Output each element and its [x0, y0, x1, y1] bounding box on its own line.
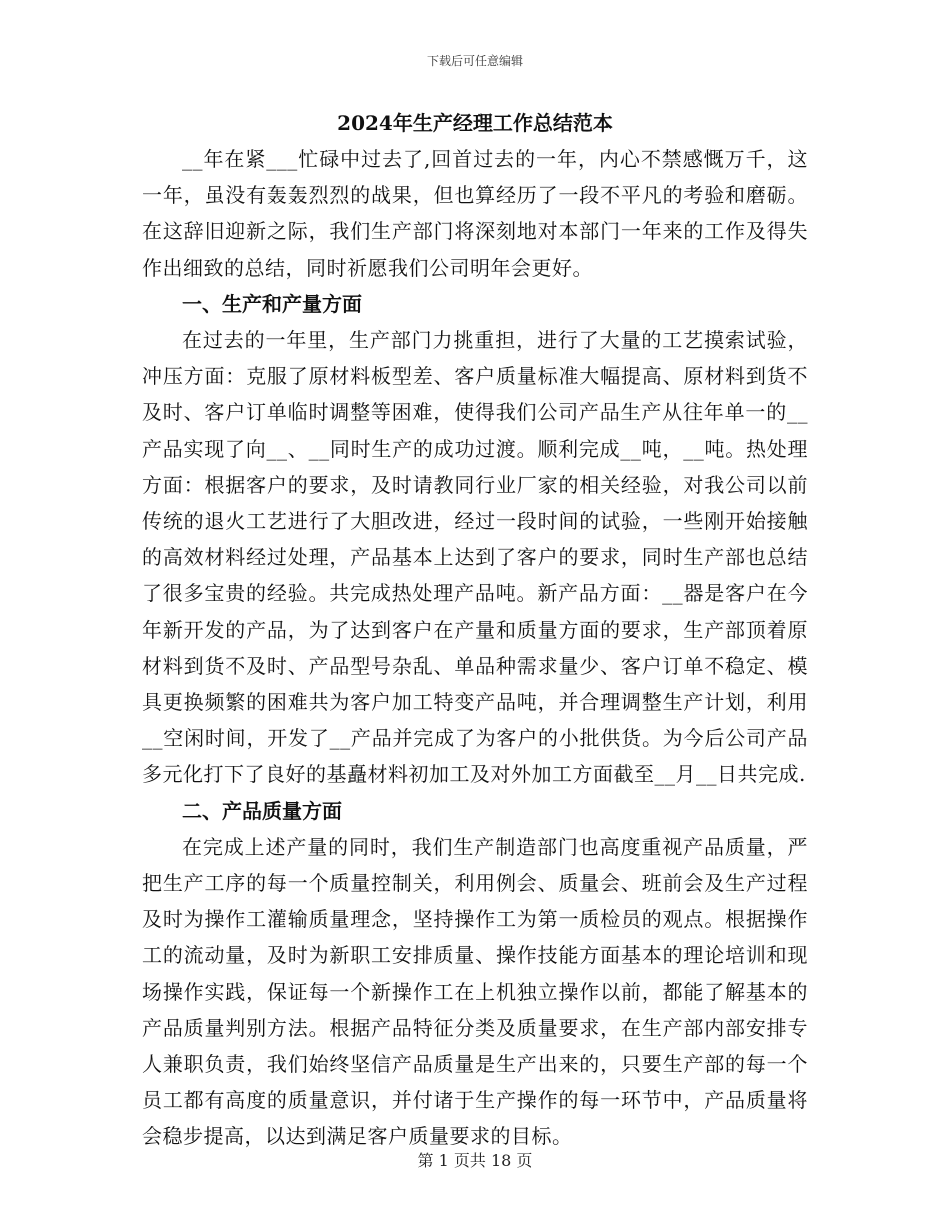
document-title: 2024年生产经理工作总结范本 [337, 111, 613, 135]
section-paragraph: 在完成上述产量的同时，我们生产制造部门也高度重视产品质量，严把生产工序的每一个质量控制关，利用例会、质量会、班前会及生产过程及时为操作工灌输质量理念，坚持操作工为第一质检员的观点。根据操作工的流动量，及时为新职工安排质量、操作技能方面基本的理论培训和现场操作实践，保证每一个新操作工在上机独立操作以前，都能了解基本的产品质量判别方法。根据产品特征分类及质量要求，在生产部内部安排专人兼职负责，我们始终坚信产品质量是生产出来的，只要生产部的每一个员工都有高度的质量意识，并付诸于生产操作的每一环节中，产品质量将会稳步提高，以达到满足客户质量要求的目标。 [142, 834, 808, 1149]
section-paragraph: 在过去的一年里，生产部门力挑重担，进行了大量的工艺摸索试验，冲压方面：克服了原材料板型差、客户质量标准大幅提高、原材料到货不及时、客户订单临时调整等困难，使得我们公司产品生产从往年单一的__产品实现了向__、__同时生产的成功过渡。顺利完成__吨，__吨。热处理方面：根据客户的要求，及时请教同行业厂家的相关经验，对我公司以前传统的退火工艺进行了大胆改进，经过一段时间的试验，一些刚开始接触的高效材料经过处理，产品基本上达到了客户的要求，同时生产部也总结了很多宝贵的经验。共完成热处理产品吨。新产品方面：__器是客户在今年新开发的产品，为了达到客户在产量和质量方面的要求，生产部顶着原材料到货不及时、产品型号杂乱、单品种需求量少、客户订单不稳定、模具更换频繁的困难共为客户加工特变产品吨，并合理调整生产计划，利用__空闲时间，开发了__产品并完成了为客户的小批供货。为今后公司产品多元化打下了良好的基矗材料初加工及对外加工方面截至__月__日共完成. [142, 328, 808, 787]
section-production [142, 286, 808, 793]
header-note: 下载后可任意编辑 [426, 54, 523, 68]
page-number: 第 1 页共 18 页 [417, 1151, 533, 1170]
section-heading: 二、产品质量方面 [182, 798, 342, 823]
section-heading: 一、生产和产量方面 [182, 291, 362, 316]
document-body [142, 105, 808, 1155]
section-quality [142, 793, 808, 1155]
intro-paragraph: __年在紧___忙碌中过去了,回首过去的一年，内心不禁感慨万千，这一年，虽没有轰轰烈烈的战果，但也算经历了一段不平凡的考验和磨砺。在这辞旧迎新之际，我们生产部门将深刻地对本部门一年来的工作及得失作出细致的总结，同时祈愿我们公司明年会更好。 [142, 147, 808, 280]
